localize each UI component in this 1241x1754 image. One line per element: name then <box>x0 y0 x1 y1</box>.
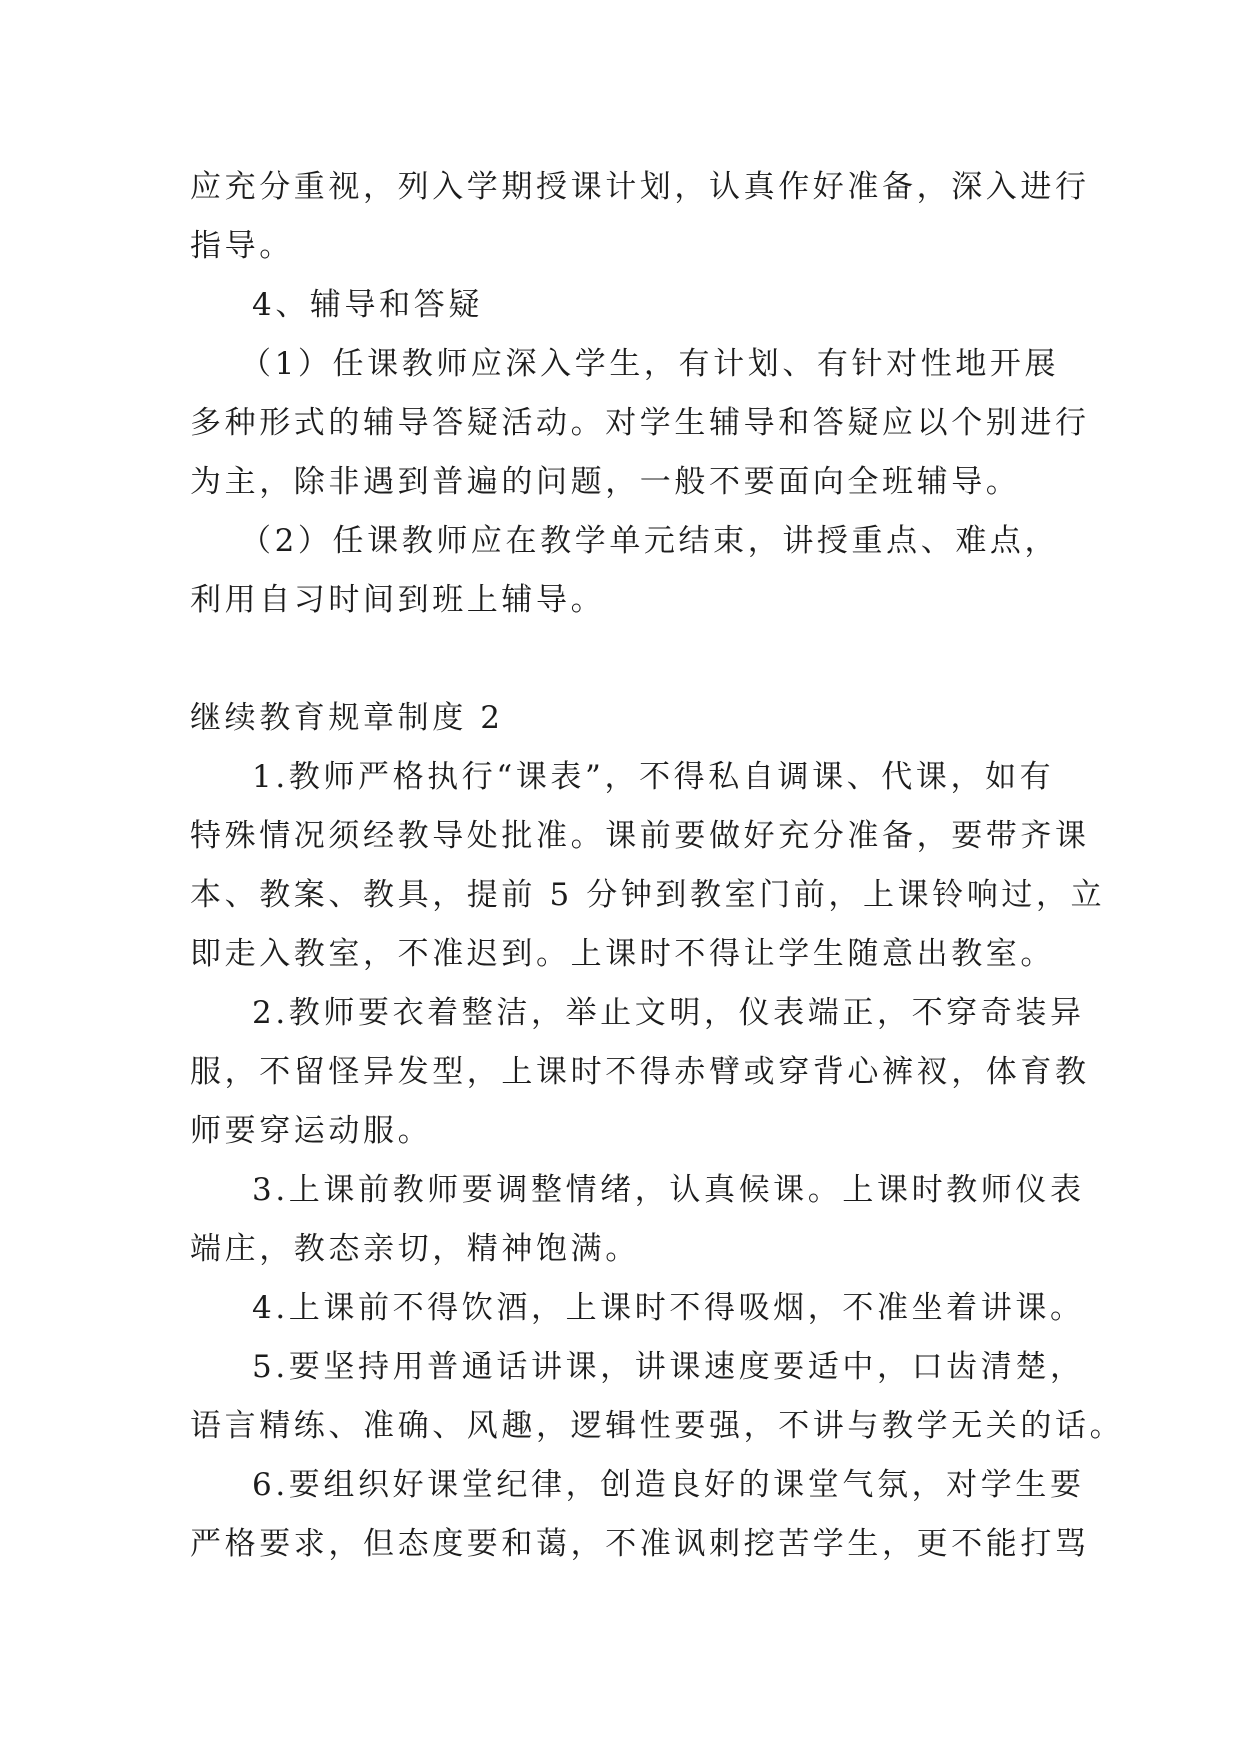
paragraph-line: 本、教案、教具，提前 5 分钟到教室门前，上课铃响过，立 <box>190 877 1106 913</box>
paragraph-line: 师要穿运动服。 <box>190 1113 433 1149</box>
paragraph-line: 严格要求，但态度要和蔼，不准讽刺挖苦学生，更不能打骂 <box>190 1526 1090 1562</box>
paragraph-line: 1.教师严格执行“课表”，不得私自调课、代课，如有 <box>252 759 1055 795</box>
paragraph-line: 应充分重视，列入学期授课计划，认真作好准备，深入进行 <box>190 169 1090 205</box>
paragraph-line: 6.要组织好课堂纪律，创造良好的课堂气氛，对学生要 <box>252 1467 1085 1503</box>
section-title: 继续教育规章制度 2 <box>190 700 504 736</box>
paragraph-line: 2.教师要衣着整洁，举止文明，仪表端正，不穿奇装异 <box>252 995 1085 1031</box>
paragraph-line: 3.上课前教师要调整情绪，认真候课。上课时教师仪表 <box>252 1172 1085 1208</box>
paragraph-line: （2）任课教师应在教学单元结束，讲授重点、难点， <box>240 523 1060 559</box>
paragraph-line: 多种形式的辅导答疑活动。对学生辅导和答疑应以个别进行 <box>190 405 1090 441</box>
paragraph-line: 语言精练、准确、风趣，逻辑性要强，不讲与教学无关的话。 <box>190 1408 1125 1444</box>
paragraph-line: 即走入教室，不准迟到。上课时不得让学生随意出教室。 <box>190 936 1055 972</box>
paragraph-line: （1）任课教师应深入学生，有计划、有针对性地开展 <box>240 346 1060 382</box>
paragraph-line: 5.要坚持用普通话讲课，讲课速度要适中，口齿清楚， <box>252 1349 1085 1385</box>
paragraph-line: 服，不留怪异发型，上课时不得赤臂或穿背心裤衩，体育教 <box>190 1054 1090 1090</box>
subheading-fudao-dayi: 4、辅导和答疑 <box>252 287 483 323</box>
paragraph-line: 4.上课前不得饮酒，上课时不得吸烟，不准坐着讲课。 <box>252 1290 1085 1326</box>
paragraph-line: 为主，除非遇到普遍的问题，一般不要面向全班辅导。 <box>190 464 1021 500</box>
paragraph-line: 端庄，教态亲切，精神饱满。 <box>190 1231 640 1267</box>
paragraph-line: 指导。 <box>190 228 294 264</box>
paragraph-line: 特殊情况须经教导处批准。课前要做好充分准备，要带齐课 <box>190 818 1090 854</box>
document-body <box>190 158 1125 1574</box>
section-spacer <box>190 630 1056 689</box>
paragraph-line: 利用自习时间到班上辅导。 <box>190 582 606 618</box>
